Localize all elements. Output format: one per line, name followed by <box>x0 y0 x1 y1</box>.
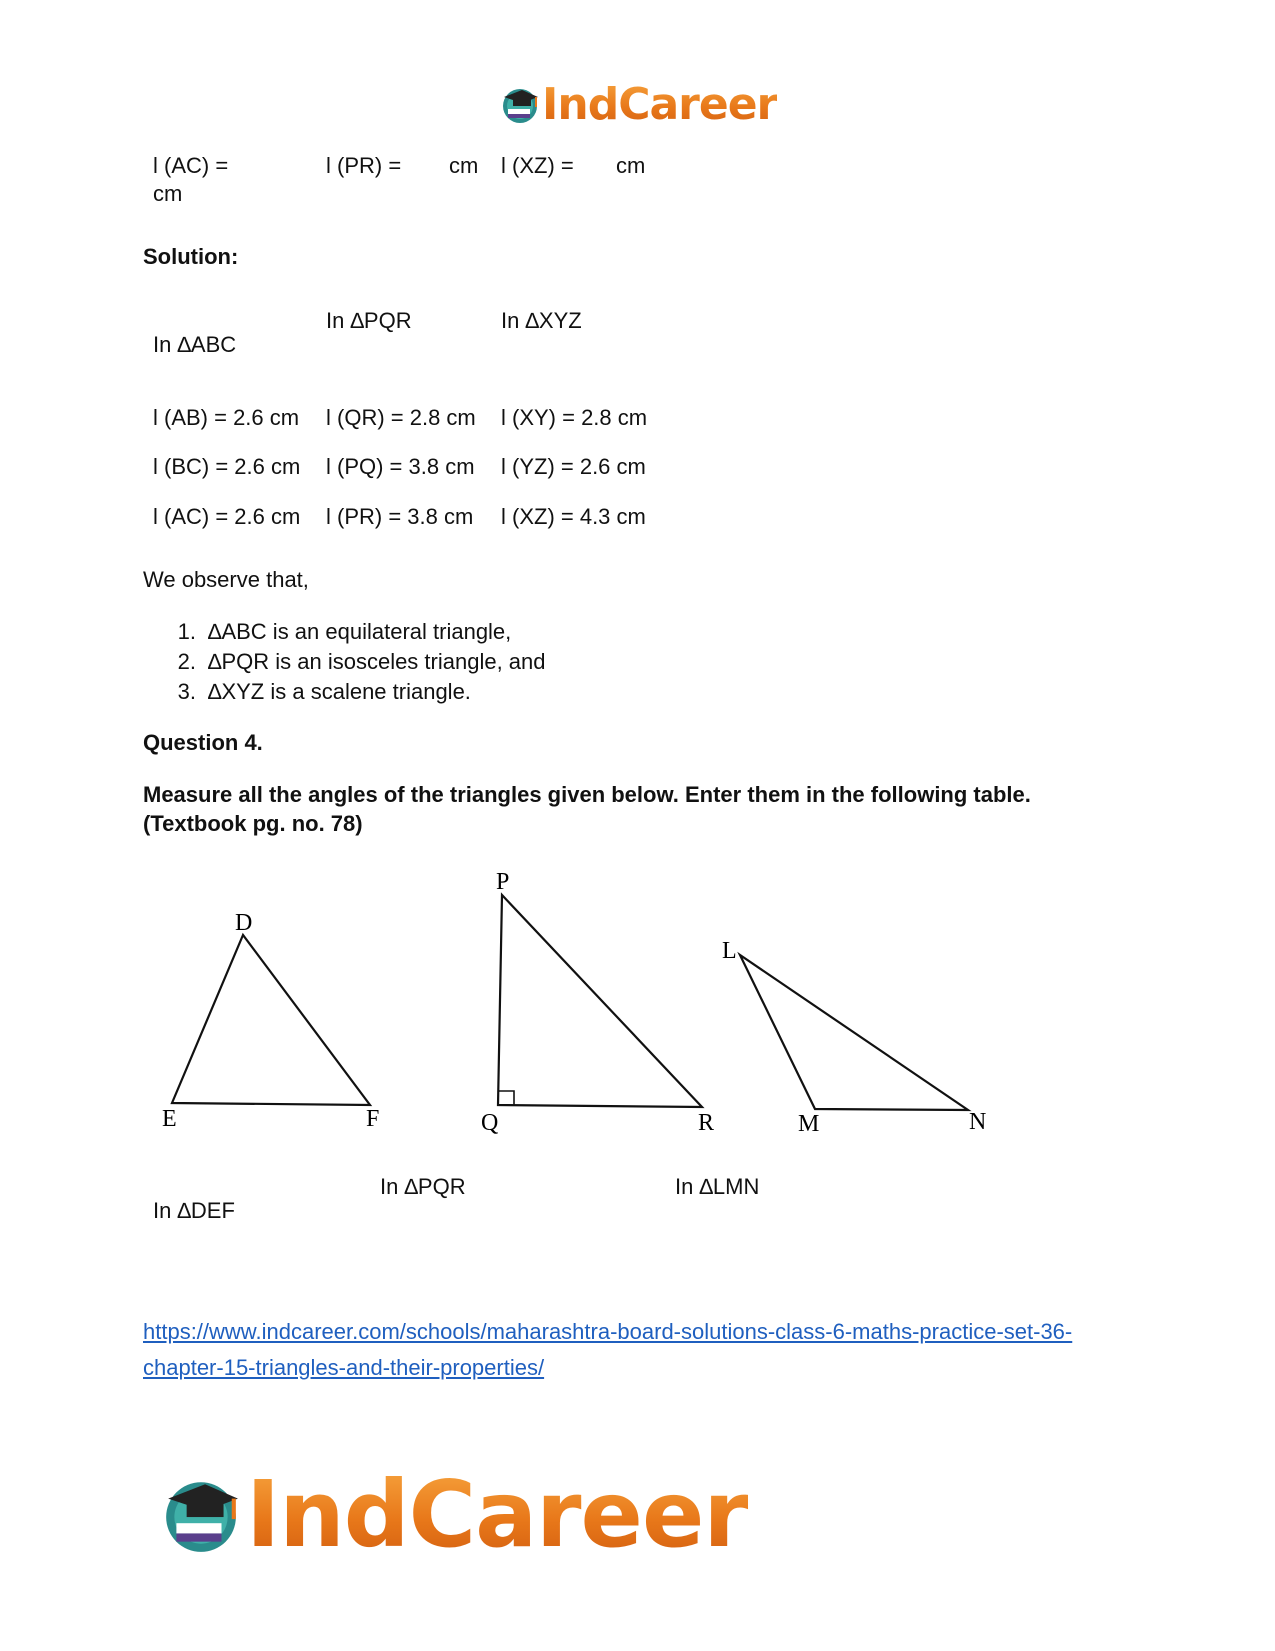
solution-cell: l (PQ) = 3.8 cm <box>326 454 475 479</box>
blank-xz-label: l (XZ) = <box>501 153 574 178</box>
triangle-lmn <box>740 955 968 1110</box>
solution-cell: l (XY) = 2.8 cm <box>501 405 648 430</box>
graduation-cap-icon <box>500 85 540 125</box>
question-text: Measure all the angles of the triangles given below. Enter them in the following table. <box>143 782 1031 807</box>
solution-cell: l (AB) = 2.6 cm <box>153 405 300 430</box>
footer-logo <box>160 1461 748 1568</box>
triangle-pqr <box>498 895 702 1107</box>
source-link-line2[interactable]: chapter-15-triangles-and-their-properties/ <box>143 1355 545 1380</box>
solution-cell: l (AC) = 2.6 cm <box>153 504 301 529</box>
vertex-label-m: M <box>798 1111 820 1137</box>
vertex-label-q: Q <box>481 1110 499 1136</box>
triangle-def <box>172 935 370 1105</box>
solution-cell: l (XZ) = 4.3 cm <box>501 504 646 529</box>
vertex-label-l: L <box>722 938 737 964</box>
observation-list <box>158 617 546 707</box>
triangles-figure <box>140 860 1020 1150</box>
list-item: 3. ∆XYZ is a scalene triangle. <box>177 679 471 704</box>
vertex-label-f: F <box>366 1106 380 1132</box>
source-link[interactable] <box>143 1314 1143 1386</box>
graduation-cap-icon <box>160 1474 242 1556</box>
solution-header-abc: In ∆ABC <box>153 332 237 357</box>
source-link-line1[interactable]: https://www.indcareer.com/schools/maharashtra-board-solutions-class-6-maths-practice-set-36- <box>143 1319 1073 1344</box>
vertex-label-n: N <box>969 1109 987 1135</box>
list-item: 2. ∆PQR is an isosceles triangle, and <box>177 649 546 674</box>
blank-ac-unit: cm <box>153 181 183 206</box>
answer-header-pqr: In ∆PQR <box>380 1174 466 1199</box>
question-text-reference: (Textbook pg. no. 78) <box>143 811 363 836</box>
observation-intro: We observe that, <box>143 567 309 592</box>
solution-header-pqr: In ∆PQR <box>326 308 412 333</box>
list-item: 1. ∆ABC is an equilateral triangle, <box>177 619 512 644</box>
vertex-label-d: D <box>235 910 253 936</box>
solution-cell: l (QR) = 2.8 cm <box>326 405 476 430</box>
logo-text: IndCareer <box>542 79 778 130</box>
solution-header-xyz: In ∆XYZ <box>501 308 582 333</box>
vertex-label-r: R <box>698 1110 715 1136</box>
vertex-label-e: E <box>162 1106 177 1132</box>
solution-heading: Solution: <box>143 244 239 269</box>
logo-text: IndCareer <box>246 1461 748 1568</box>
solution-cell: l (YZ) = 2.6 cm <box>501 454 646 479</box>
solution-cell: l (BC) = 2.6 cm <box>153 454 301 479</box>
vertex-label-p: P <box>496 869 510 895</box>
question-heading: Question 4. <box>143 730 263 755</box>
blank-pr-unit: cm <box>449 153 479 178</box>
blank-pr-label: l (PR) = <box>326 153 402 178</box>
solution-cell: l (PR) = 3.8 cm <box>326 504 474 529</box>
header-logo <box>500 80 777 130</box>
blank-ac-label: l (AC) = <box>153 153 229 178</box>
blank-xz-unit: cm <box>616 153 646 178</box>
answer-header-def: In ∆DEF <box>153 1198 235 1223</box>
answer-header-lmn: In ∆LMN <box>675 1174 760 1199</box>
